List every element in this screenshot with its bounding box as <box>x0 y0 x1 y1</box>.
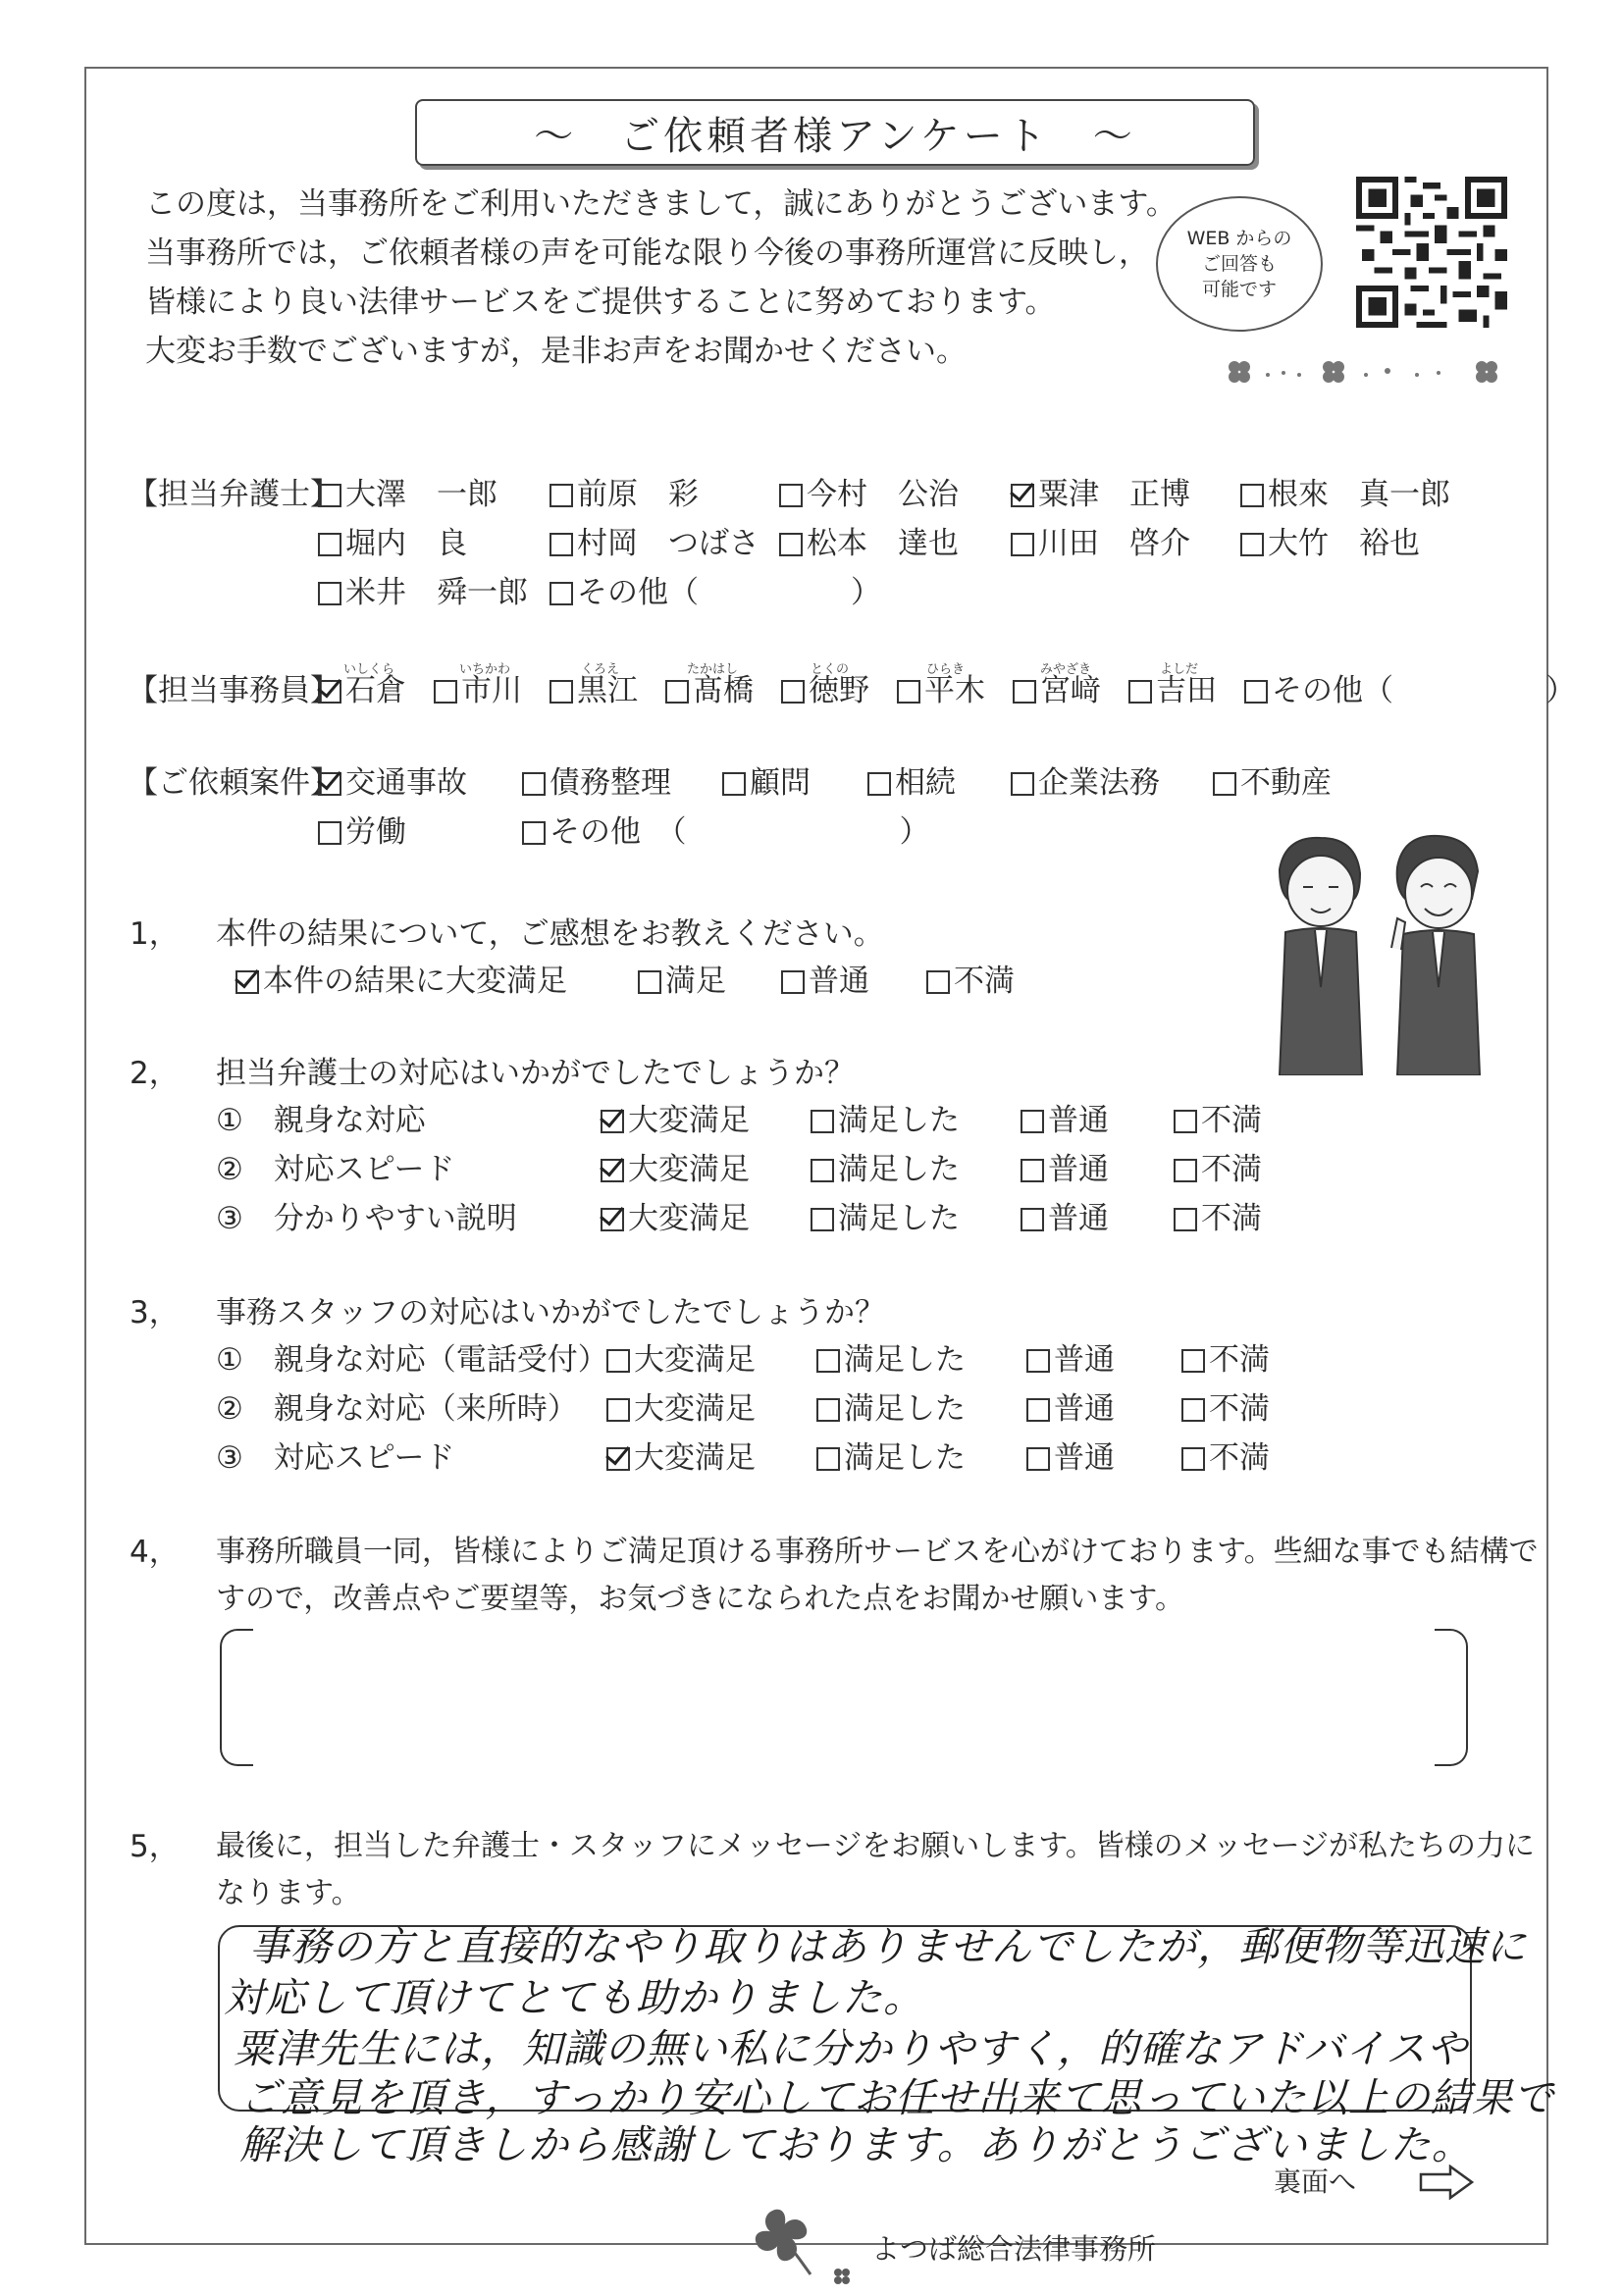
staff-option[interactable]: 平木 <box>897 671 985 710</box>
staff-option[interactable]: 市川 <box>434 671 522 710</box>
checkbox[interactable] <box>811 1208 834 1231</box>
checkbox-checked[interactable] <box>606 1447 630 1471</box>
checkbox[interactable] <box>550 582 573 605</box>
staff-option[interactable]: 石倉 <box>318 671 406 710</box>
checkbox[interactable] <box>1011 772 1034 796</box>
checkbox-checked[interactable] <box>318 680 341 704</box>
checkbox[interactable] <box>1026 1447 1050 1471</box>
checkbox[interactable] <box>550 533 573 556</box>
case-section-label: 【ご依頼案件】 <box>128 765 340 801</box>
q1-option[interactable]: 普通 <box>781 962 869 1001</box>
checkbox[interactable] <box>434 680 457 704</box>
question-number: 2， <box>130 1056 180 1091</box>
q1-option[interactable]: 満足 <box>638 962 726 1001</box>
q2-choice[interactable]: 満足した <box>811 1150 960 1189</box>
q3-choice[interactable]: 不満 <box>1181 1340 1270 1380</box>
ruby: とくの <box>811 662 850 677</box>
handwritten-line: 対応して頂けてとても助かりました。 <box>224 1974 924 2021</box>
q3-choice[interactable]: 満足した <box>816 1340 966 1380</box>
lawyer-option[interactable]: 根來 真一郎 <box>1240 475 1450 514</box>
lawyer-option[interactable]: 大竹 裕也 <box>1240 524 1420 563</box>
checkbox[interactable] <box>811 1159 834 1182</box>
checkbox[interactable] <box>1240 484 1264 507</box>
q2-choice[interactable]: 大変満足 <box>601 1150 750 1189</box>
q2-choice[interactable]: 満足した <box>811 1199 960 1238</box>
answer-bracket-left <box>220 1629 253 1766</box>
checkbox-checked[interactable] <box>1011 484 1034 507</box>
question-text: 担当弁護士の対応はいかがでしたでしょうか？ <box>216 1056 855 1091</box>
checkbox[interactable] <box>816 1447 840 1471</box>
lawyer-option[interactable]: 粟津 正博 <box>1011 475 1190 514</box>
q2-row-label: ① 親身な対応 <box>216 1103 426 1138</box>
checkbox[interactable] <box>722 772 746 796</box>
checkbox[interactable] <box>522 772 546 796</box>
case-option[interactable]: 相続 <box>867 763 956 803</box>
question-number: 5， <box>130 1829 180 1864</box>
ruby: いしくら <box>343 662 395 677</box>
case-option[interactable]: 顧問 <box>722 763 811 803</box>
q3-choice[interactable]: 大変満足 <box>606 1389 756 1429</box>
q2-row-label: ③ 分かりやすい説明 <box>216 1201 517 1236</box>
ruby: くろえ <box>581 662 620 677</box>
case-option[interactable]: 債務整理 <box>522 763 671 803</box>
q1-option[interactable]: 不満 <box>926 962 1015 1001</box>
handwritten-line: 粟津先生には，知識の無い私に分かりやすく，的確なアドバイスや <box>234 2025 1468 2072</box>
survey-title: 〜 ご依頼者様アンケート 〜 <box>415 99 1255 166</box>
q3-row-label: ③ 対応スピード <box>216 1440 455 1476</box>
case-option-other[interactable]: その他 （ ） <box>522 812 930 852</box>
ruby: よしだ <box>1160 662 1199 677</box>
checkbox[interactable] <box>816 1349 840 1373</box>
q3-choice[interactable]: 満足した <box>816 1389 966 1429</box>
checkbox[interactable] <box>318 484 341 507</box>
lawyer-option[interactable]: 大澤 一郎 <box>318 475 497 514</box>
checkbox[interactable] <box>550 484 573 507</box>
case-option[interactable]: 企業法務 <box>1011 763 1160 803</box>
intro-line: この度は，当事務所をご利用いただきまして，誠にありがとうございます。 <box>145 186 1177 222</box>
checkbox[interactable] <box>781 970 805 994</box>
lawyer-option[interactable]: 前原 彩 <box>550 475 699 514</box>
bubble-line: ご回答も <box>1201 253 1277 275</box>
checkbox[interactable] <box>1174 1208 1197 1231</box>
q2-choice[interactable]: 不満 <box>1174 1150 1262 1189</box>
q2-choice[interactable]: 大変満足 <box>601 1199 750 1238</box>
checkbox[interactable] <box>1174 1159 1197 1182</box>
question-text: 最後に，担当した弁護士・スタッフにメッセージをお願いします。皆様のメッセージが私たちの力に <box>216 1829 1535 1863</box>
web-answer-bubble <box>1156 196 1323 332</box>
handwritten-line: 事務の方と直接的なやり取りはありませんでしたが，郵便物等迅速に <box>249 1923 1527 1970</box>
q3-choice[interactable]: 普通 <box>1026 1389 1115 1429</box>
handwritten-line: 解決して頂きしから感謝しております。ありがとうございました。 <box>239 2121 1473 2168</box>
q3-choice[interactable]: 普通 <box>1026 1438 1115 1478</box>
question-number: 3， <box>130 1295 180 1331</box>
checkbox[interactable] <box>1026 1398 1050 1422</box>
back-page-label: 裏面へ <box>1274 2166 1357 2198</box>
checkbox[interactable] <box>1026 1349 1050 1373</box>
answer-bracket-right <box>1435 1629 1468 1766</box>
lawyer-option[interactable]: 堀内 良 <box>318 524 467 563</box>
q2-choice[interactable]: 普通 <box>1021 1150 1109 1189</box>
question-text: 事務所職員一同，皆様によりご満足頂ける事務所サービスを心がけております。些細な事でも結構で <box>216 1535 1539 1569</box>
checkbox[interactable] <box>1244 680 1268 704</box>
checkbox[interactable] <box>781 680 805 704</box>
question-text: なります。 <box>216 1876 361 1910</box>
clover-logo-icon <box>742 2196 860 2284</box>
checkbox[interactable] <box>638 970 661 994</box>
q2-choice[interactable]: 普通 <box>1021 1101 1109 1140</box>
q2-choice[interactable]: 不満 <box>1174 1199 1262 1238</box>
q2-row-label: ② 対応スピード <box>216 1152 455 1187</box>
q3-choice[interactable]: 大変満足 <box>606 1340 756 1380</box>
checkbox[interactable] <box>811 1110 834 1133</box>
checkbox[interactable] <box>318 533 341 556</box>
question-text: 事務スタッフの対応はいかがでしたでしょうか？ <box>216 1295 885 1331</box>
q3-choice[interactable]: 満足した <box>816 1438 966 1478</box>
lawyer-section-label: 【担当弁護士】 <box>128 477 340 512</box>
checkbox[interactable] <box>550 680 573 704</box>
bubble-line: WEB からの <box>1186 228 1292 249</box>
checkbox[interactable] <box>1174 1110 1197 1133</box>
checkbox[interactable] <box>1213 772 1236 796</box>
checkbox-checked[interactable] <box>236 970 259 994</box>
checkbox-checked[interactable] <box>601 1208 624 1231</box>
staff-option[interactable]: 宮﨑 <box>1013 671 1101 710</box>
question-number: 1， <box>130 916 180 952</box>
ruby: ひらき <box>926 662 966 677</box>
checkbox[interactable] <box>926 970 950 994</box>
staff-option[interactable]: 徳野 <box>781 671 869 710</box>
q3-choice[interactable]: 不満 <box>1181 1438 1270 1478</box>
checkbox[interactable] <box>1240 533 1264 556</box>
q2-choice[interactable]: 満足した <box>811 1101 960 1140</box>
checkbox-checked[interactable] <box>601 1159 624 1182</box>
q3-choice[interactable]: 普通 <box>1026 1340 1115 1380</box>
lawyer-option[interactable]: 今村 公治 <box>779 475 959 514</box>
q3-row-label: ② 親身な対応（来所時） <box>216 1391 578 1427</box>
checkbox[interactable] <box>1181 1447 1205 1471</box>
lawyer-option[interactable]: 松本 達也 <box>779 524 959 563</box>
lawyer-option[interactable]: 米井 舜一郎 <box>318 573 528 612</box>
q2-choice[interactable]: 大変満足 <box>601 1101 750 1140</box>
checkbox-checked[interactable] <box>601 1110 624 1133</box>
q4-answer-field[interactable] <box>257 1635 1425 1760</box>
checkbox[interactable] <box>779 484 803 507</box>
lawyer-option[interactable]: 川田 啓介 <box>1011 524 1190 563</box>
checkbox[interactable] <box>606 1398 630 1422</box>
checkbox[interactable] <box>1021 1110 1044 1133</box>
q3-choice[interactable]: 大変満足 <box>606 1438 756 1478</box>
checkbox[interactable] <box>1181 1349 1205 1373</box>
checkbox[interactable] <box>897 680 920 704</box>
ruby: いちかわ <box>459 662 511 677</box>
intro-line: 皆様により良い法律サービスをご提供することに努めております。 <box>145 285 1056 320</box>
checkbox[interactable] <box>816 1398 840 1422</box>
checkbox[interactable] <box>1181 1398 1205 1422</box>
handwritten-line: ご意見を頂き，すっかり安心してお任せ出来て思っていた以上の結果で <box>239 2074 1554 2121</box>
case-option[interactable]: 交通事故 <box>318 763 467 803</box>
q2-choice[interactable]: 不満 <box>1174 1101 1262 1140</box>
ruby: みやざき <box>1040 662 1092 677</box>
intro-line: 大変お手数でございますが，是非お声をお聞かせください。 <box>145 334 967 369</box>
staff-section-label: 【担当事務員】 <box>128 673 340 708</box>
checkbox[interactable] <box>1021 1159 1044 1182</box>
q3-choice[interactable]: 不満 <box>1181 1389 1270 1429</box>
checkbox[interactable] <box>318 821 341 845</box>
case-option[interactable]: 不動産 <box>1213 763 1332 803</box>
checkbox[interactable] <box>1011 533 1034 556</box>
checkbox[interactable] <box>1021 1208 1044 1231</box>
question-text: すので，改善点やご要望等，お気づきになられた点をお聞かせ願います。 <box>216 1582 1184 1616</box>
q1-option[interactable]: 本件の結果に大変満足 <box>236 962 567 1001</box>
lawyer-option[interactable]: 村岡 つばさ <box>550 524 759 563</box>
staff-option[interactable]: 髙橋 <box>665 671 754 710</box>
checkbox[interactable] <box>318 582 341 605</box>
ruby: たかはし <box>687 662 739 677</box>
lawyer-option-other[interactable]: その他（ ） <box>550 573 881 612</box>
staff-option[interactable]: 吉田 <box>1128 671 1217 710</box>
intro-line: 当事務所では，ご依頼者様の声を可能な限り今後の事務所運営に反映し， <box>145 235 1149 271</box>
clover-decoration <box>1221 353 1521 392</box>
question-text: 本件の結果について，ご感想をお教えください。 <box>216 916 884 952</box>
q2-choice[interactable]: 普通 <box>1021 1199 1109 1238</box>
arrow-right-icon[interactable] <box>1419 2165 1474 2200</box>
firm-name: よつば総合法律事務所 <box>871 2232 1157 2266</box>
lawyers-illustration <box>1266 830 1492 1075</box>
checkbox[interactable] <box>665 680 689 704</box>
checkbox-checked[interactable] <box>318 772 341 796</box>
checkbox[interactable] <box>606 1349 630 1373</box>
checkbox[interactable] <box>779 533 803 556</box>
case-option[interactable]: 労働 <box>318 812 406 852</box>
staff-option-other[interactable]: その他（ ） <box>1244 671 1576 710</box>
checkbox[interactable] <box>1013 680 1036 704</box>
qr-code[interactable] <box>1356 177 1507 328</box>
q3-row-label: ① 親身な対応（電話受付） <box>216 1342 608 1378</box>
checkbox[interactable] <box>867 772 891 796</box>
checkbox[interactable] <box>1128 680 1152 704</box>
question-number: 4， <box>130 1535 180 1570</box>
checkbox[interactable] <box>522 821 546 845</box>
bubble-line: 可能です <box>1201 279 1277 300</box>
staff-option[interactable]: 黒江 <box>550 671 638 710</box>
